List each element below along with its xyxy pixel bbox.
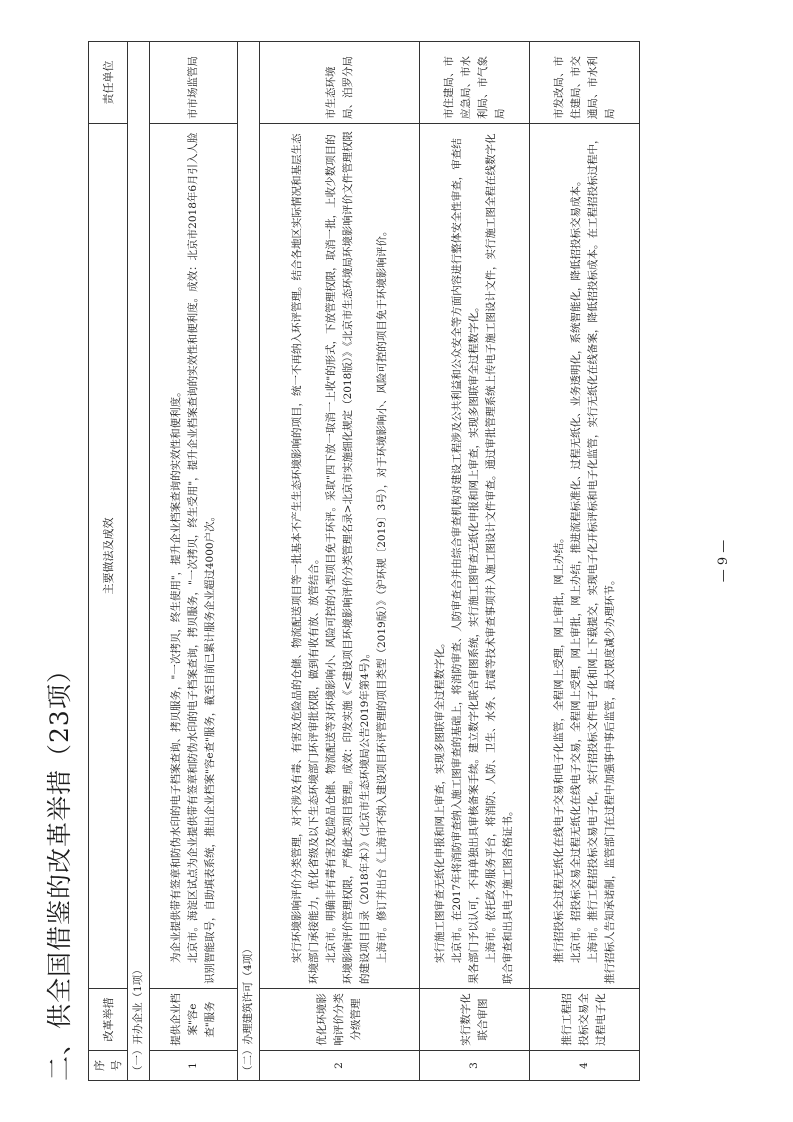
content-paragraph: 北京市。海淀区试点为企业提供带有签章和防伪水印的电子档案查询，拷贝服务，"一次拷贝，终生受用"，提升企业档案查询的实效性和便利度。成效：北京市2018年6月引入人脸识别智能取号，自助填表系统，推出企业档案"容e查"服务，截至目前已累计服务企业超过4000户次。 bbox=[187, 132, 216, 984]
content-paragraph: 上海市。依托政务服务平台，将消防、人防、卫生、水务、抗震等技术审查事项并入施工图设计文件审查。通过审批管理系统上传电子施工图设计文件，实行施工图全程在线数字化联合审查和出具电子施工图合格证书。 bbox=[485, 133, 514, 984]
row-measure: 优化环境影响评价分类分级管理 bbox=[260, 989, 420, 1051]
row-responsible-unit: 市生态环境局、泊罗分局 bbox=[260, 42, 420, 124]
page-heading: 二、供全国借鉴的改革举措（23项） bbox=[45, 657, 74, 1081]
content-paragraph: 推行招投标全过程无纸化在线电子交易和电子化监管，全程网上受理，网上审批，网上办结。 bbox=[552, 532, 565, 963]
content-paragraph: 北京市。招投标交易全过程无纸化在线电子交易，全程网上受理，网上审批，网上办结，推进流程标准化、过程无纸化、业务透明化，系统智能化，降低招投标交易成本。 bbox=[569, 175, 582, 963]
row-number: 4 bbox=[530, 1051, 640, 1081]
row-measure: 推行工程招投标交易全过程电子化 bbox=[530, 989, 640, 1051]
row-content bbox=[150, 124, 238, 989]
content-paragraph: 北京市。明确非有毒有害及危险品仓储、物流配送等对环境影响小、风险可控的小型项目免于环评。采取"四下放一取消一上收"的形式，下放管理权限，取消一批，上收少数项目的环境影响评价管理权限，严格此类项目管理。成效：印发实施《<建设项目环境影响评价分类管理名录>北京市实施细化规定（2018版）》《北京市生态环境局环境影响评价文件管理权限的建设项目目录（2018年本）》(北京市生态环境局公告2019年第4号)。 bbox=[324, 131, 371, 984]
content-paragraph: 实行施工图审查无纸化申报和网上审查，实现多图联审全过程数字化。 bbox=[434, 637, 446, 963]
page-number: — 9 — bbox=[716, 539, 731, 583]
row-responsible-unit: 市发改局、市住建局、市交通局、市水利局 bbox=[530, 42, 640, 124]
row-responsible-unit: 市住建局、市应急局、市水利局、市气象局 bbox=[420, 42, 530, 124]
section-label: （一）开办企业（1项） bbox=[128, 42, 150, 1081]
row-responsible-unit: 市市场监管局 bbox=[150, 42, 238, 124]
header-unit: 责任单位 bbox=[89, 42, 128, 124]
section-label: （二）办理建筑许可（4项） bbox=[238, 42, 260, 1081]
rotated-page-content bbox=[40, 41, 740, 1081]
table-row bbox=[260, 42, 420, 1081]
row-content bbox=[420, 124, 530, 989]
content-paragraph: 上海市。修订并出台《上海市不纳入建设项目环评管理的项目类型（2019版）》（沪环规〔2019〕3号），对于环境影响小、风险可控的项目免于环境影响评价。 bbox=[375, 225, 388, 963]
row-number: 2 bbox=[260, 1051, 420, 1081]
row-number: 1 bbox=[150, 1051, 238, 1081]
header-content: 主要做法及成效 bbox=[89, 124, 128, 989]
content-paragraph: 上海市。推行工程招投标交易电子化，实行招投标文件电子化和网上下载提交，实现电子化开标评标和电子化监管，实行无纸化在线备案，降低招投标成本。在工程招投标过程中，推行招标人告知承诺制，监管部门在过程中加强事中事后监管，最大限度减少办理环节。 bbox=[586, 133, 616, 984]
row-measure: 实行数字化联合审图 bbox=[420, 989, 530, 1051]
content-paragraph: 实行环境影响评价分类管理，对不涉及有毒、有害及危险品的仓储、物流配送项目等一批基本不产生生态环境影响的项目，统一不再纳入环评管理。结合各地区实际情况和基层生态环境部门承接能力，优化省级及以下生态环境部门环评审批权限，做到有收有放、放管结合。 bbox=[290, 133, 320, 984]
row-content bbox=[260, 124, 420, 989]
row-measure: 提供企业档案"容e查"服务 bbox=[150, 989, 238, 1051]
section-row bbox=[128, 42, 150, 1081]
section-row bbox=[238, 42, 260, 1081]
content-paragraph: 为企业提供带有签章和防伪水印的电子档案查询、拷贝服务，"一次拷贝，终生使用"，提升企业档案查询的实效性和便利度。 bbox=[170, 386, 182, 963]
header-measure: 改革举措 bbox=[89, 989, 128, 1051]
table-row bbox=[150, 42, 238, 1081]
row-content bbox=[530, 124, 640, 989]
table-row bbox=[530, 42, 640, 1081]
header-no: 序号 bbox=[89, 1051, 128, 1081]
row-number: 3 bbox=[420, 1051, 530, 1081]
table-row bbox=[420, 42, 530, 1081]
table-header-row bbox=[89, 42, 128, 1081]
reform-measures-table bbox=[88, 41, 640, 1081]
content-paragraph: 北京市。在2017年将消防审查纳入施工图审查的基础上，将消防审查、人防审查合并由综合审查机构对建设工程涉及公共利益和公众安全等方面内容进行整体安全性审查，审查结果各部门予以认可，不再单独出具审核备案手续。建立数字化联合审图系统，实行施工图审查无纸化申报和网上审查，实现多图联审全过程数字化。 bbox=[451, 138, 480, 984]
